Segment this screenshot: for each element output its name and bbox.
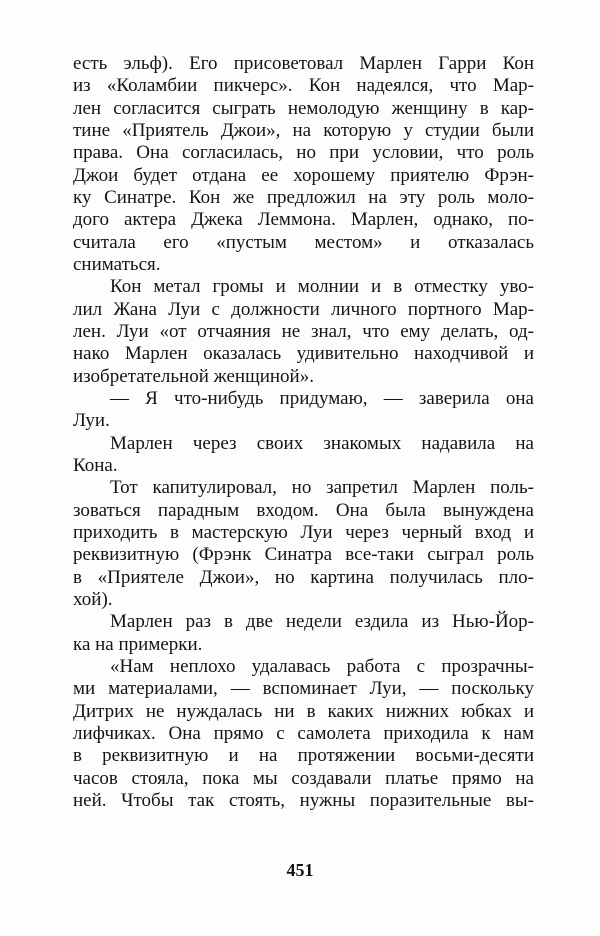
text-line: изобретательной женщиной».: [73, 365, 314, 387]
text-line: зоваться парадным входом. Она была вынуждена: [73, 499, 534, 521]
text-line: лен. Луи «от отчаяния не знал, что ему делать, од-: [73, 320, 534, 342]
text-line: Марлен раз в две недели ездила из Нью-Йор-: [110, 611, 534, 633]
text-line: тине «Приятель Джои», на которую у студии были: [73, 119, 534, 141]
text-line: Кона.: [73, 454, 118, 476]
text-line: лифчиках. Она прямо с самолета приходила к нам: [73, 722, 534, 744]
text-line: — Я что-нибудь придумаю, — заверила она: [110, 387, 534, 409]
text-line: ку Синатре. Кон же предложил на эту роль моло-: [73, 186, 534, 208]
text-line: в «Приятеле Джои», но картина получилась пло-: [73, 566, 534, 588]
text-line: сниматься.: [73, 253, 161, 275]
text-line: Джои будет отдана ее хорошему приятелю Фрэн-: [73, 164, 534, 186]
text-line: Дитрих не нуждалась ни в каких нижних юбках и: [73, 700, 534, 722]
text-line: Луи.: [73, 410, 110, 432]
body-text: [73, 53, 534, 812]
text-line: ка на примерки.: [73, 633, 203, 655]
text-line: считала его «пустым местом» и отказалась: [73, 231, 534, 253]
text-line: дого актера Джека Леммона. Марлен, однако, по-: [73, 209, 534, 231]
text-line: в реквизитную и на протяжении восьми-десяти: [73, 745, 534, 767]
text-line: нако Марлен оказалась удивительно находчивой и: [73, 343, 534, 365]
text-line: Марлен через своих знакомых надавила на: [110, 432, 534, 454]
text-line: реквизитную (Фрэнк Синатра все-таки сыграл роль: [73, 544, 534, 566]
text-line: хой).: [73, 588, 113, 610]
text-line: есть эльф). Его присоветовал Марлен Гарри Кон: [73, 53, 534, 74]
text-line: ми материалами, — вспоминает Луи, — поскольку: [73, 678, 534, 700]
text-line: «Нам неплохо удалавась работа с прозрачны-: [110, 655, 534, 677]
text-line: лен согласится сыграть немолодую женщину в кар-: [73, 97, 534, 119]
text-line: права. Она согласилась, но при условии, что роль: [73, 142, 534, 164]
text-line: лил Жана Луи с должности личного портного Мар-: [73, 298, 534, 320]
text-line: Тот капитулировал, но запретил Марлен поль-: [110, 477, 534, 499]
text-line: из «Коламбии пикчерс». Кон надеялся, что Мар-: [73, 75, 534, 97]
text-line: часов стояла, пока мы создавали платье прямо на: [73, 767, 534, 789]
text-line: приходить в мастерскую Луи через черный вход и: [73, 521, 534, 543]
page-number: 451: [286, 860, 314, 880]
text-line: Кон метал громы и молнии и в отместку уво-: [110, 276, 534, 298]
text-line: ней. Чтобы так стоять, нужны поразительные вы-: [73, 789, 534, 811]
